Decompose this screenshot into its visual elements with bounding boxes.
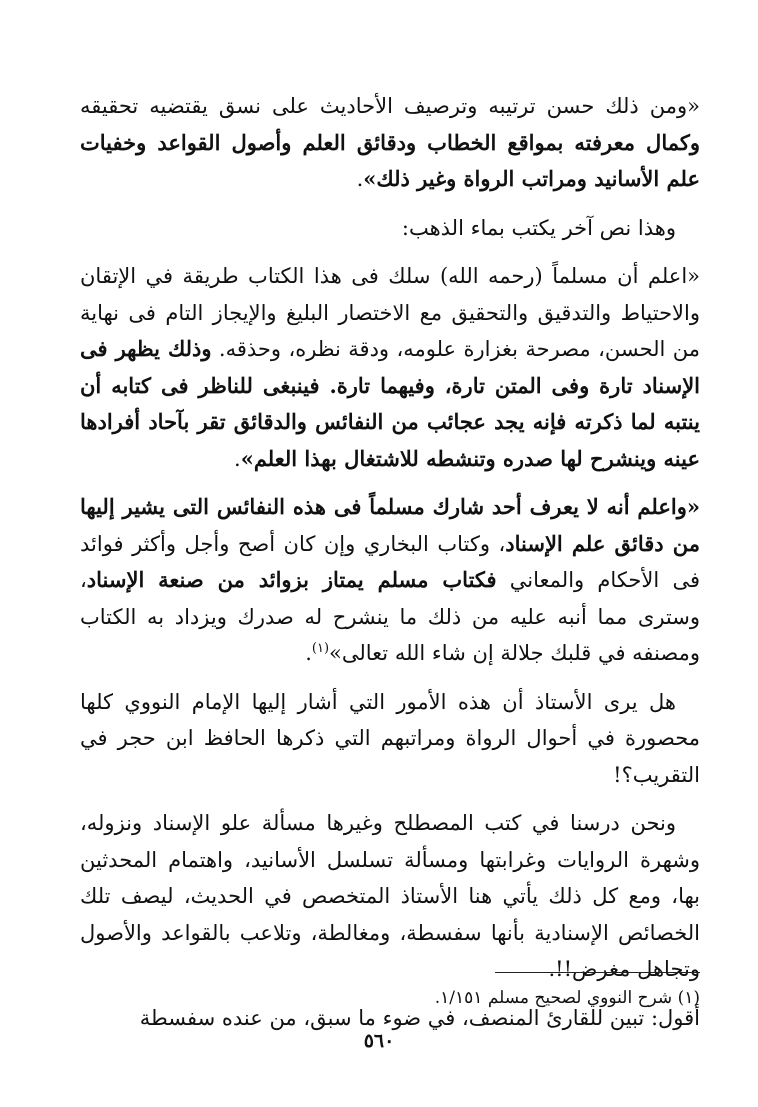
text-segment: «ومن ذلك حسن ترتيبه وترصيف الأحاديث على نسق يقتضيه تحقيقه <box>80 94 700 118</box>
text-segment: «اعلم أن مسلماً (رحمه الله) سلك فى هذا الكتاب طريقة في الإتقان والاحتياط والتدقيق والتحقيق مع الاختصار البليغ والإيجاز التام فى نهاية من الحسن، مصرحة بغزارة علومه، ودقة نظره، وحذقه. <box>80 264 700 361</box>
paragraph-gap <box>80 672 700 684</box>
text-segment: ، وسترى مما أنبه عليه من ذلك ما ينشرح له صدرك ويزداد به الكتاب ومصنفه في قلبك جلالة إن شاء الله تعالى» <box>80 568 700 665</box>
text-segment: . <box>234 446 241 471</box>
footnote-divider <box>495 972 700 973</box>
paragraph-isnad-features <box>80 805 700 988</box>
text-segment-bold: «واعلم أنه لا يعرف أحد شارك مسلماً فى هذه النفائس التى يشير إليها من دقائق علم الإسناد <box>80 494 700 556</box>
text-segment: هل يرى الأستاذ أن هذه الأمور التي أشار إليها الإمام النووي كلها محصورة في أحوال الرواة ومراتبهم التي ذكرها الحافظ ابن حجر في التقريب؟! <box>80 689 700 787</box>
page-body <box>80 88 700 1036</box>
paragraph-gold-text-intro <box>80 210 700 247</box>
text-segment: ، وكتاب البخاري وإن كان أصح وأجل وأكثر فوائد فى الأحكام والمعاني <box>80 531 701 592</box>
text-segment-bold: وذلك يظهر فى الإسناد تارة وفى المتن تارة، وفيهما تارة. فينبغى للناظر فى كتابه أن ينتبه لما ذكرته فإنه يجد عجائب من النفائس والدقائق تقر بآحاد أفرادها عينه وينشرح لها صدره وتنشطه للاشتغال بهذا العلم» <box>80 336 700 471</box>
paragraph-question <box>80 684 700 794</box>
text-segment: . <box>305 641 312 665</box>
footnote-reference[interactable]: (١) <box>311 641 330 656</box>
text-segment: وهذا نص آخر يكتب بماء الذهب: <box>401 215 676 240</box>
paragraph-gap <box>80 246 700 258</box>
text-segment: أقول: تبين للقارئ المنصف، في ضوء ما سبق، من عنده سفسطة <box>139 1005 700 1030</box>
paragraph-gap <box>80 198 700 210</box>
paragraph-quote-isnad-subtleties <box>80 489 700 672</box>
paragraph-gap <box>80 793 700 805</box>
paragraph-gap <box>80 477 700 489</box>
footnote: (١) شرح النووي لصحيح مسلم ١/١٥١. <box>434 988 700 1008</box>
text-segment: . <box>356 167 364 191</box>
page-number: ٥٦٠ <box>363 1030 395 1052</box>
paragraph-quote-muslim-method <box>80 258 700 477</box>
text-segment-bold: فكتاب مسلم يمتاز بزوائد من صنعة الإسناد <box>86 567 497 592</box>
text-segment-bold: وكمال معرفته بمواقع الخطاب ودقائق العلم وأصول القواعد وخفيات علم الأسانيد ومراتب الرواة وغير ذلك» <box>80 129 700 191</box>
paragraph-quote-arrangement <box>80 88 700 198</box>
text-segment: ونحن درسنا في كتب المصطلح وغيرها مسألة علو الإسناد ونزوله، وشهرة الروايات وغرابتها ومسألة تسلسل الأسانيد، واهتمام المحدثين بها، ومع كل ذلك يأتي هنا الأستاذ المتخصص في الحديث، ليصف تلك الخصائص الإسنادية بأنها سفسطة، ومغالطة، وتلاعب بالقواعد والأصول وتجاهل مغرض!!. <box>80 811 700 981</box>
